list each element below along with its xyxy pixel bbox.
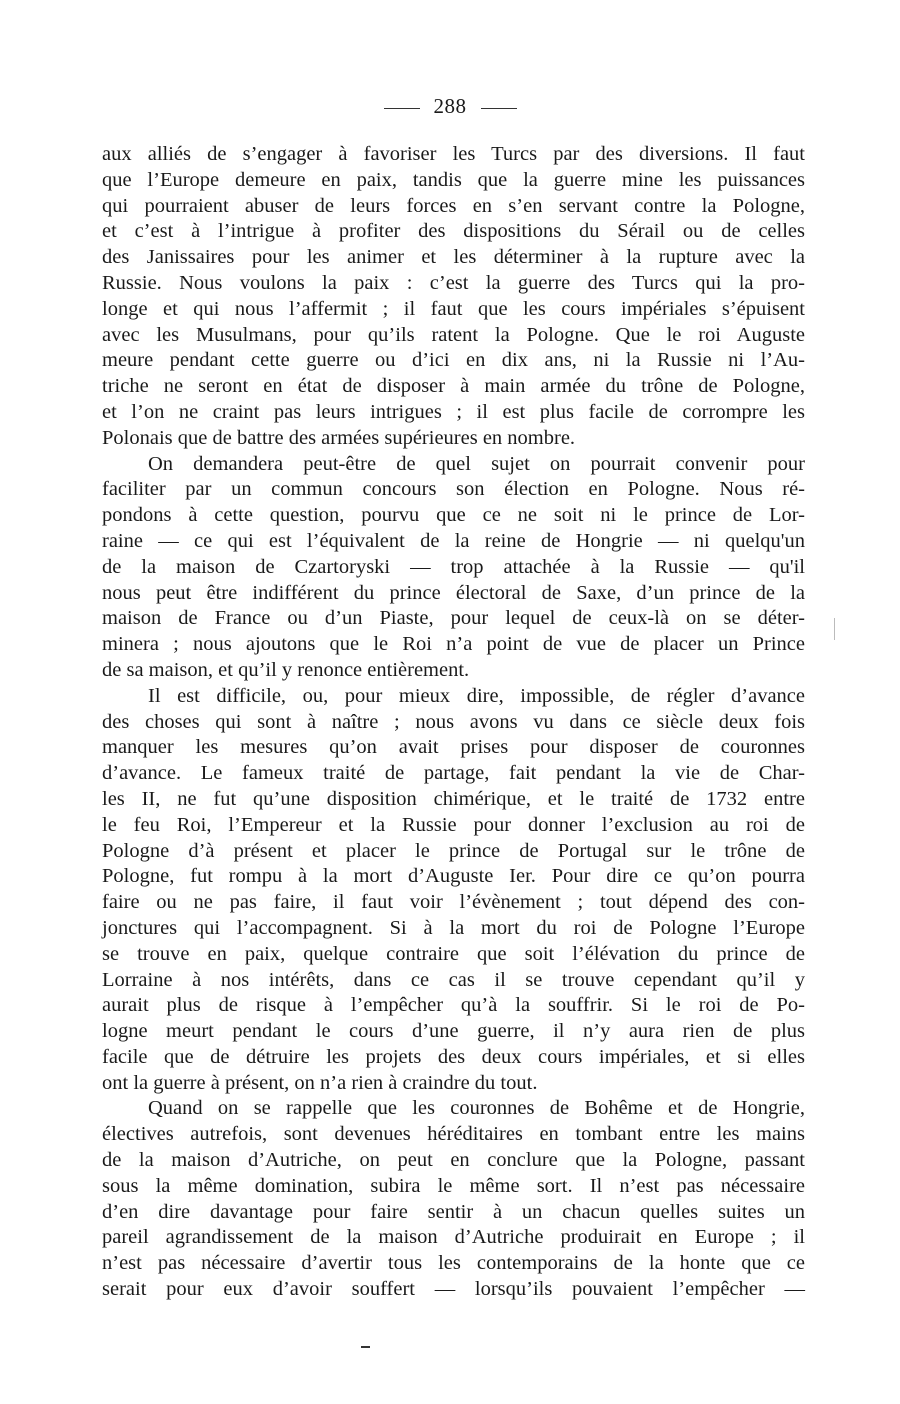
text-line: que l’Europe demeure en paix, tandis que la guerre mine les puissances — [102, 168, 805, 191]
text-line: faciliter par un commun concours son élection en Pologne. Nous ré- — [102, 478, 805, 501]
text-line: d’en dire davantage pour faire sentir à un chacun quelles suites un — [102, 1200, 805, 1223]
text-line: Polonais que de battre des armées supérieures en nombre. — [102, 426, 576, 449]
text-line: d’avance. Le fameux traité de partage, fait pendant la vie de Char- — [102, 762, 805, 785]
text-line: avec les Musulmans, pour qu’ils ratent la Pologne. Que le roi Auguste — [102, 323, 805, 346]
text-line: et c’est à l’intrigue à profiter des dispositions du Sérail ou de celles — [102, 220, 805, 243]
margin-mark — [834, 618, 835, 640]
text-line: facile que de détruire les projets des deux cours impériales, et si elles — [102, 1045, 805, 1068]
text-line: raine — ce qui est l’équivalent de la reine de Hongrie — ni quelqu'un — [102, 529, 805, 552]
text-line: maison de France ou d’un Piaste, pour lequel de ceux-là on se déter- — [102, 607, 805, 630]
text-line: les II, ne fut qu’une disposition chimérique, et le traité de 1732 entre — [102, 787, 805, 810]
text-line: jonctures qui l’accompagnent. Si à la mort du roi de Pologne l’Europe — [102, 916, 805, 939]
text-line: de la maison de Czartoryski — trop attachée à la Russie — qu'il — [102, 555, 805, 578]
text-line: aurait plus de risque à l’empêcher qu’à la souffrir. Si le roi de Po- — [102, 994, 805, 1017]
text-line: sous la même domination, subira le même sort. Il n’est pas nécessaire — [102, 1174, 805, 1197]
text-line: ont la guerre à présent, on n’a rien à craindre du tout. — [102, 1071, 538, 1094]
text-line: logne meurt pendant le cours d’une guerre, il n’y aura rien de plus — [102, 1020, 805, 1043]
text-line: Il est difficile, ou, pour mieux dire, impossible, de régler d’avance — [148, 684, 805, 707]
text-line: faire ou ne pas faire, il faut voir l’évènement ; tout dépend des con- — [102, 891, 805, 914]
header-rule-right — [481, 108, 517, 109]
text-line: pondons à cette question, pourvu que ce ne soit ni le prince de Lor- — [102, 504, 805, 527]
text-line: de sa maison, et qu’il y renonce entièrement. — [102, 658, 470, 681]
text-line: On demandera peut-être de quel sujet on pourrait convenir pour — [148, 452, 805, 475]
text-line: Quand on se rappelle que les couronnes de Bohême et de Hongrie, — [148, 1097, 805, 1120]
text-line: Pologne, fut rompu à la mort d’Auguste Ier. Pour dire ce qu’on pourra — [102, 865, 805, 888]
text-line: Pologne d’à présent et placer le prince de Portugal sur le trône de — [102, 839, 805, 862]
text-line: manquer les mesures qu’on avait prises pour disposer de couronnes — [102, 736, 805, 759]
text-line: pareil agrandissement de la maison d’Autriche produirait en Europe ; il — [102, 1226, 805, 1249]
text-line: longe et qui nous l’affermit ; il faut que les cours impériales s’épuisent — [102, 297, 805, 320]
page-number: 288 — [433, 94, 467, 118]
text-line: nous peut être indifférent du prince électoral de Saxe, d’un prince de la — [102, 581, 805, 604]
text-line: des choses qui sont à naître ; nous avons vu dans ce siècle deux fois — [102, 710, 805, 733]
text-line: n’est pas nécessaire d’avertir tous les contemporains de la honte que ce — [102, 1252, 805, 1275]
text-line: se trouve en paix, quelque contraire que soit l’élévation du prince de — [102, 942, 805, 965]
text-line: et l’on ne craint pas leurs intrigues ; il est plus facile de corrompre les — [102, 400, 805, 423]
text-line: qui pourraient abuser de leurs forces en s’en servant contre la Pologne, — [102, 194, 805, 217]
text-line: de la maison d’Autriche, on peut en conclure que la Pologne, passant — [102, 1149, 805, 1172]
text-line: serait pour eux d’avoir souffert — lorsqu’ils pouvaient l’empêcher — — [102, 1278, 805, 1301]
footer-mark — [361, 1346, 370, 1348]
body-text — [102, 142, 805, 1303]
text-line: aux alliés de s’engager à favoriser les Turcs par des diversions. Il faut — [102, 143, 805, 165]
text-line: le feu Roi, l’Empereur et la Russie pour donner l’exclusion au roi de — [102, 813, 805, 836]
text-line: triche ne seront en état de disposer à main armée du trône de Pologne, — [102, 375, 805, 398]
header-rule-left — [384, 108, 420, 109]
page-header — [0, 94, 900, 119]
text-line: Russie. Nous voulons la paix : c’est la guerre des Turcs qui la pro- — [102, 271, 805, 294]
text-line: meure pendant cette guerre ou d’ici en dix ans, ni la Russie ni l’Au- — [102, 349, 805, 372]
text-line: minera ; nous ajoutons que le Roi n’a point de vue de placer un Prince — [102, 633, 805, 656]
text-line: électives autrefois, sont devenues héréditaires en tombant entre les mains — [102, 1123, 805, 1146]
text-line: Lorraine à nos intérêts, dans ce cas il se trouve cependant qu’il y — [102, 968, 805, 991]
text-line: des Janissaires pour les animer et les déterminer à la rupture avec la — [102, 246, 805, 269]
